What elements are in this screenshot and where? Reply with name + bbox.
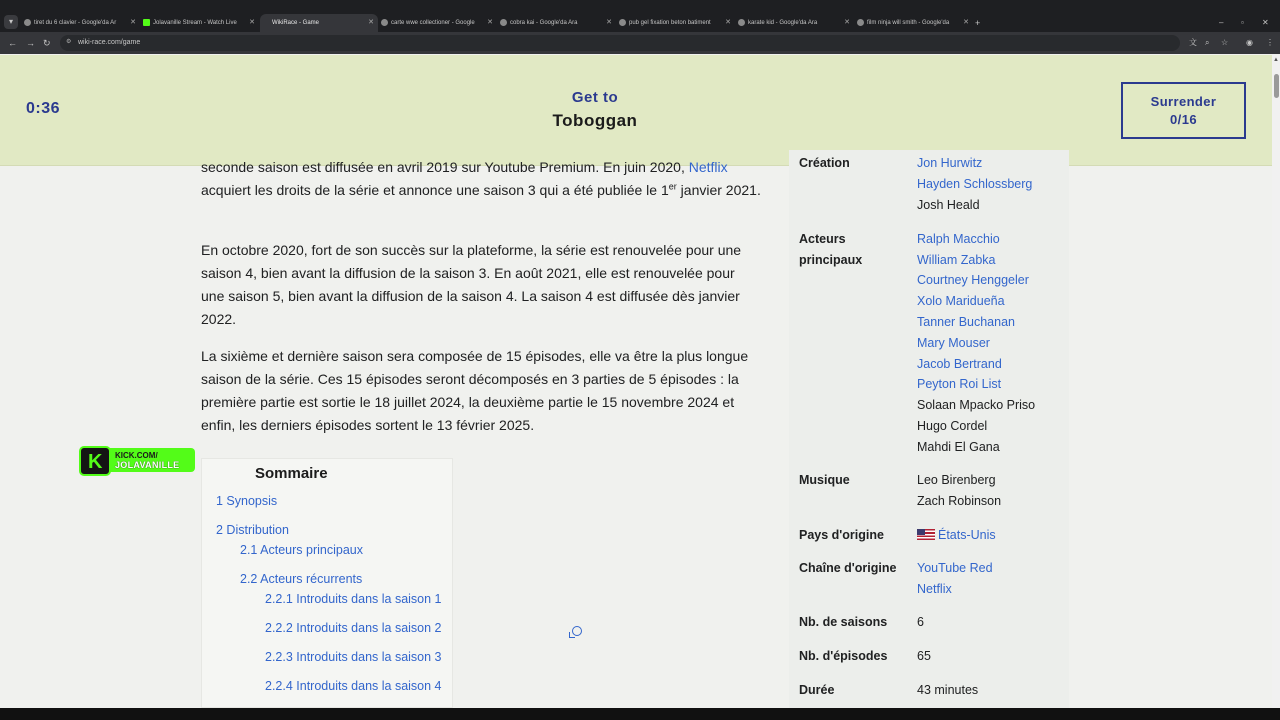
infobox-actor[interactable]: Courtney Henggeler <box>917 273 1029 287</box>
zoom-icon[interactable]: ⌕ <box>1205 38 1210 47</box>
forward-icon[interactable]: → <box>26 38 35 48</box>
infobox-label-country: Pays d'origine <box>799 528 884 542</box>
tab-4[interactable]: cobra kai - Google'da Ara ✕ <box>498 14 616 32</box>
toc-item[interactable]: 2.2 Acteurs récurrents <box>240 572 363 586</box>
infobox-creator[interactable]: Hayden Schlossberg <box>917 177 1033 191</box>
profile-icon[interactable]: ◉ <box>1246 38 1253 47</box>
tab-3[interactable]: carte wwe collectioner - Google ✕ <box>379 14 497 32</box>
reload-icon[interactable]: ↻ <box>43 38 51 48</box>
tab-0[interactable]: tiret du 6 clavier - Google'da Ar ✕ <box>22 14 140 32</box>
window-close-icon[interactable]: ✕ <box>1262 18 1269 27</box>
goal-label: Get to <box>571 89 619 106</box>
paragraph-2: En octobre 2020, fort de son succès sur la plateforme, la série est renouvelée pour une saison 4, bien avant la diffusion de la saison 3. En août 2021, elle est renouvelée pour une saison 5, bien avant la diffusion de la saison 4. La saison 4 est diffusée dès janvier 2022. <box>201 242 742 327</box>
google-icon <box>500 19 507 26</box>
close-icon[interactable]: ✕ <box>844 19 850 26</box>
infobox-label-seasons: Nb. de saisons <box>799 615 888 629</box>
infobox-label-channel: Chaîne d'origine <box>799 561 897 575</box>
infobox-actor[interactable]: Mary Mouser <box>917 336 990 350</box>
scrollbar-thumb[interactable] <box>1274 74 1279 98</box>
infobox-creator[interactable]: Jon Hurwitz <box>917 156 983 170</box>
infobox-actor: Solaan Mpacko Priso <box>917 398 1036 412</box>
close-icon[interactable]: ✕ <box>249 19 255 26</box>
close-icon[interactable]: ✕ <box>368 19 374 26</box>
infobox-creator: Josh Heald <box>917 198 980 212</box>
infobox-country[interactable]: États-Unis <box>917 525 996 546</box>
url-bar[interactable]: ⚙ wiki-race.com/game <box>60 35 1180 51</box>
toc-item[interactable]: 2.2.4 Introduits dans la saison 4 <box>265 679 442 693</box>
scroll-up-icon[interactable]: ▲ <box>1273 57 1279 63</box>
kick-icon <box>143 19 150 26</box>
infobox-actor[interactable]: Xolo Maridueña <box>917 294 1005 308</box>
toc-item[interactable]: 2.2.1 Introduits dans la saison 1 <box>265 592 442 606</box>
infobox-duration: 43 minutes <box>917 683 979 697</box>
menu-icon[interactable]: ⋮ <box>1266 38 1274 47</box>
infobox-music: Leo Birenberg <box>917 473 996 487</box>
infobox-seasons: 6 <box>917 615 924 629</box>
bottom-bar <box>0 708 1280 720</box>
surrender-button[interactable] <box>1121 82 1246 139</box>
google-icon <box>381 19 388 26</box>
tab-1[interactable]: Jolavanille Stream - Watch Live ✕ <box>141 14 259 32</box>
goal-target: Toboggan <box>552 111 638 130</box>
infobox-actor[interactable]: William Zabka <box>917 253 996 267</box>
progress-count: 0/16 <box>1170 112 1197 127</box>
bookmark-star-icon[interactable]: ☆ <box>1221 38 1229 47</box>
infobox-actor[interactable]: Tanner Buchanan <box>917 315 1015 329</box>
infobox-episodes: 65 <box>917 649 931 663</box>
infobox-label-creation: Création <box>799 156 850 170</box>
kick-stream-overlay <box>79 446 195 476</box>
toc-title: Sommaire <box>255 465 328 482</box>
paragraph-3: La sixième et dernière saison sera composée de 15 épisodes, elle va être la plus longue saison de la série. Ces 15 épisodes seront décomposés en 3 parties de 5 épisodes : la première partie est sortie le 18 juillet 2024, la deuxième partie le 15 novembre 2024 et enfin, les derniers épisodes sortent le 13 février 2025. <box>201 348 749 433</box>
infobox-label-duration: Durée <box>799 683 835 697</box>
infobox-actor: Hugo Cordel <box>917 419 988 433</box>
new-tab-icon[interactable]: + <box>975 18 981 28</box>
page-scrollbar[interactable] <box>1272 55 1280 708</box>
site-info-icon[interactable]: ⚙ <box>66 39 72 45</box>
us-flag-icon <box>917 529 935 540</box>
google-icon <box>619 19 626 26</box>
kick-logo-icon: K <box>79 446 111 476</box>
browser-tab-bar <box>0 0 1280 32</box>
toc-item[interactable]: 2.2.3 Introduits dans la saison 3 <box>265 650 442 664</box>
tab-6[interactable]: karate kid - Google'da Ara ✕ <box>736 14 854 32</box>
back-icon[interactable]: ← <box>8 38 17 48</box>
infobox-actor[interactable]: Peyton Roi List <box>917 377 1002 391</box>
minimize-icon[interactable]: – <box>1219 18 1224 27</box>
link-netflix[interactable]: Netflix <box>688 159 728 175</box>
close-icon[interactable]: ✕ <box>487 19 493 26</box>
translate-icon[interactable]: 文 <box>1189 38 1197 47</box>
toc-item[interactable]: 2 Distribution <box>216 523 289 537</box>
mouse-cursor-icon <box>572 626 582 636</box>
infobox-label-music: Musique <box>799 473 850 487</box>
infobox-actor: Mahdi El Gana <box>917 440 1000 454</box>
toc-item[interactable]: 1 Synopsis <box>216 494 278 508</box>
maximize-icon[interactable]: ▫ <box>1241 18 1244 27</box>
infobox-label-actors: Acteurs principaux <box>799 232 863 267</box>
infobox-actor[interactable]: Ralph Macchio <box>917 232 1000 246</box>
toc-item[interactable]: 2.2.2 Introduits dans la saison 2 <box>265 621 442 635</box>
paragraph-1: seconde saison est diffusée en avril 2019 sur Youtube Premium. En juin 2020, Netflix acquiert les droits de la série et annonce une saison 3 qui a été publiée le 1er janvier 2021. <box>201 159 761 198</box>
surrender-label: Surrender <box>1150 94 1217 109</box>
tab-7[interactable]: film ninja will smith - Google'da ✕ <box>855 14 973 32</box>
google-icon <box>24 19 31 26</box>
close-icon[interactable]: ✕ <box>725 19 731 26</box>
tab-5[interactable]: pub gel fixation beton batiment ✕ <box>617 14 735 32</box>
infobox-label-episodes: Nb. d'épisodes <box>799 649 888 663</box>
close-icon[interactable]: ✕ <box>963 19 969 26</box>
game-timer: 0:36 <box>26 100 61 117</box>
infobox-music: Zach Robinson <box>917 494 1002 508</box>
tab-search-icon[interactable]: ▾ <box>4 15 18 29</box>
address-bar-row <box>0 32 1280 54</box>
kick-tag: KICK.COM/ JOLAVANILLE <box>109 448 195 472</box>
tab-2-active[interactable]: WikiRace - Game ✕ <box>260 14 378 32</box>
close-icon[interactable]: ✕ <box>606 19 612 26</box>
google-icon <box>857 19 864 26</box>
toc-item[interactable]: 2.1 Acteurs principaux <box>240 543 363 557</box>
infobox-actor[interactable]: Jacob Bertrand <box>917 357 1002 371</box>
google-icon <box>738 19 745 26</box>
close-icon[interactable]: ✕ <box>130 19 136 26</box>
infobox-channel[interactable]: YouTube Red <box>917 561 993 575</box>
infobox-channel[interactable]: Netflix <box>917 582 952 596</box>
